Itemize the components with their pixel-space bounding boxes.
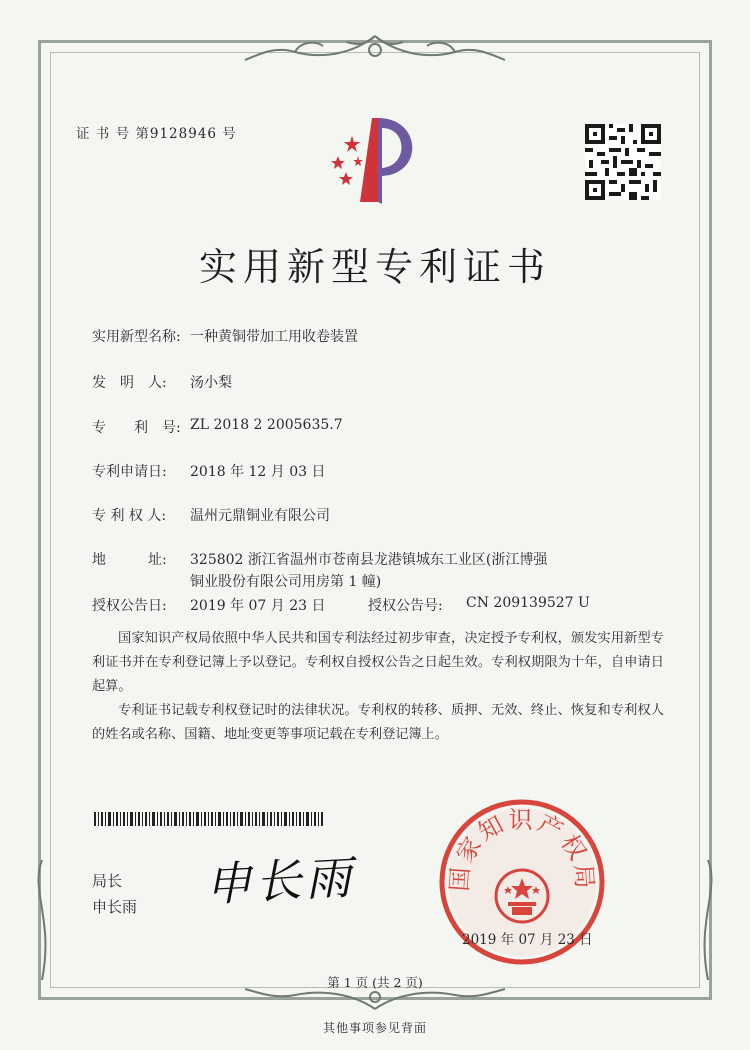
- name-value: 一种黄铜带加工用收卷装置: [190, 329, 358, 345]
- address-line-1: 325802 浙江省温州市苍南县龙港镇城东工业区(浙江博强: [190, 552, 548, 568]
- left-ornament: [30, 860, 54, 980]
- paragraph-grant-notice: 国家知识产权局依照中华人民共和国专利法经过初步审查，决定授予专利权，颁发实用新型专利证书并在专利登记簿上予以登记。专利权自授权公告之日起生效。专利权期限为十年，自申请日起算。: [92, 631, 664, 694]
- inventor-label: 发 明 人:: [92, 375, 167, 391]
- signatory-title: 局长: [92, 872, 123, 890]
- certificate-number: 证 书 号 第9128946 号: [76, 126, 237, 142]
- signatory-name: 申长雨: [92, 898, 138, 916]
- right-ornament: [696, 860, 720, 980]
- patentee-label: 专 利 权 人:: [92, 508, 167, 524]
- top-ornament: [235, 30, 515, 70]
- paragraph-legal-status: 专利证书记载专利权登记时的法律状况。专利权的转移、质押、无效、终止、恢复和专利权人的姓名或名称、国籍、地址变更等事项记载在专利登记簿上。: [92, 703, 664, 742]
- grant-date-value: 2019 年 07 月 23 日: [190, 598, 326, 614]
- patent-number-value: ZL 2018 2 2005635.7: [190, 417, 343, 433]
- grant-number-value: CN 209139527 U: [466, 595, 590, 611]
- patent-number-label: 专 利 号:: [92, 420, 181, 436]
- filing-date-label: 专利申请日:: [92, 464, 167, 480]
- grant-date-label: 授权公告日:: [92, 598, 167, 614]
- filing-date-value: 2018 年 12 月 03 日: [190, 464, 326, 480]
- seal-text: 国家知识产权局: [445, 806, 599, 893]
- address-label: 地 址:: [92, 552, 167, 568]
- grant-number-label: 授权公告号:: [368, 598, 443, 614]
- qr-code: [585, 124, 661, 200]
- handwritten-signature: 申长雨: [203, 850, 357, 912]
- page-title: 实用新型专利证书: [198, 245, 551, 289]
- patent-office-logo: [312, 112, 432, 212]
- barcode: [94, 812, 324, 826]
- page-indicator: 第 1 页 (共 2 页): [327, 975, 423, 990]
- name-label: 实用新型名称:: [92, 329, 181, 345]
- address-line-2: 铜业股份有限公司用房第 1 幢): [190, 574, 382, 590]
- seal-date: 2019 年 07 月 23 日: [462, 932, 593, 948]
- patentee-value: 温州元鼎铜业有限公司: [190, 508, 330, 524]
- back-note: 其他事项参见背面: [322, 1021, 427, 1035]
- inventor-value: 汤小梨: [190, 375, 232, 391]
